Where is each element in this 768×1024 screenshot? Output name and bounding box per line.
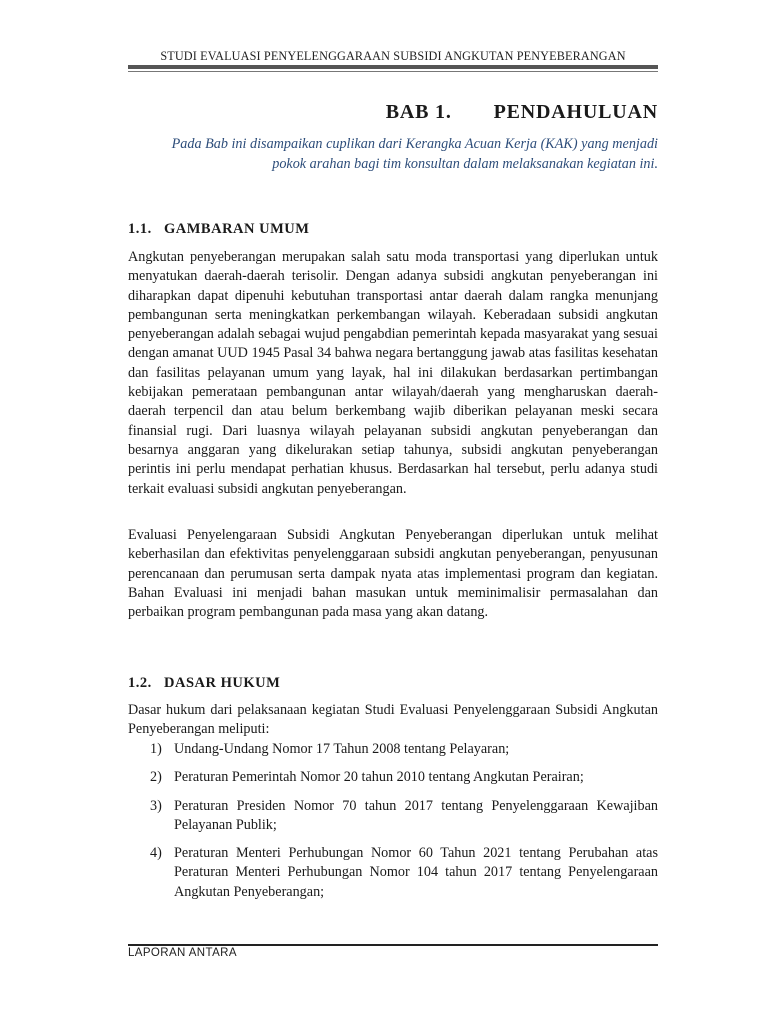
list-item-text: Peraturan Presiden Nomor 70 tahun 2017 tentang Penyelenggaraan Kewajiban Pelayanan Publik; [174,797,658,833]
list-item-text: Peraturan Menteri Perhubungan Nomor 60 Tahun 2021 tentang Perubahan atas Peraturan Menteri Perhubungan Nomor 104 tahun 2017 tentang Penyelengaraan Angkutan Penyeberangan; [174,845,658,900]
footer-rule [128,944,658,946]
header-rule-thick [128,65,658,69]
section-number: 1.1. [128,221,152,237]
legal-basis-list [128,740,658,911]
section-title: GAMBARAN UMUM [164,221,310,237]
paragraph-gambaran-umum-2: Evaluasi Penyelengaraan Subsidi Angkutan Penyeberangan diperlukan untuk melihat keberhasilan dan efektivitas penyelenggaraan subsidi angkutan penyeberangan, penyusunan perencanaan dan perumusan serta dampak nyata atas implementasi program dan kegiatan. Bahan Evaluasi ini menjadi bahan masukan untuk meminimalisir permasalahan dan perbaikan program pembangunan pada masa yang akan datang. [128,527,658,621]
section-heading-dasar-hukum [128,675,280,692]
section-title: DASAR HUKUM [164,675,281,691]
list-index: 3) [150,797,162,814]
list-item-text: Undang-Undang Nomor 17 Tahun 2008 tentang Pelayaran; [174,741,510,757]
list-item-text: Peraturan Pemerintah Nomor 20 tahun 2010 tentang Angkutan Perairan; [174,769,584,786]
footer-label: LAPORAN ANTARA [128,947,237,959]
header-rule-thin [128,71,658,72]
paragraph-dasar-hukum-intro: Dasar hukum dari pelaksanaan kegiatan Studi Evaluasi Penyelenggaraan Subsidi Angkutan Penyeberangan meliputi: [128,702,658,738]
chapter-number: BAB 1. [385,101,452,123]
list-item [128,740,658,759]
list-item [128,797,658,836]
section-heading-gambaran-umum [128,221,309,238]
chapter-intro: Pada Bab ini disampaikan cuplikan dari Kerangka Acuan Kerja (KAK) yang menjadi pokok arahan bagi tim konsultan dalam melaksanakan kegiatan ini. [171,136,658,172]
list-item [128,768,658,787]
list-index: 4) [150,845,162,862]
list-index: 1) [150,741,162,757]
chapter-title: PENDAHULUAN [493,101,658,123]
section-number: 1.2. [128,675,152,691]
running-header: STUDI EVALUASI PENYELENGGARAAN SUBSIDI ANGKUTAN PENYEBERANGAN [160,49,626,63]
list-item [128,844,658,902]
list-index: 2) [150,769,162,786]
chapter-heading [386,101,658,124]
paragraph-gambaran-umum-1: Angkutan penyeberangan merupakan salah satu moda transportasi yang diperlukan untuk menyatukan daerah-daerah terisolir. Dengan adanya subsidi angkutan penyeberangan ini diharapkan dapat dipenuhi kebutuhan transportasi antar daerah dalam rangka menunjang pembangunan serta meningkatkan perkembangan wilayah. Keberadaan subsidi angkutan penyeberangan adalah sebagai wujud pengabdian pemerintah kepada masyarakat yang sesuai dengan amanat UUD 1945 Pasal 34 bahwa negara bertanggung jawab atas fasilitas kesehatan dan fasilitas pelayanan umum yang layak, hal ini dilakukan berdasarkan pertimbangan kebijakan pemerataan pembangunan antar wilayah/daerah yang mengharuskan daerah-daerah terpencil dan atau belum berkembang wajib diberikan pelayanan meski secara finansial rugi. Dari luasnya wilayah pelayanan subsidi angkutan penyeberangan dan besarnya anggaran yang dikelurakan setiap tahunya, subsidi angkutan penyeberangan perintis ini perlu mendapat perhatian khusus. Berdasarkan hal tersebut, perlu adanya studi terkait evaluasi subsidi angkutan penyeberangan. [128,249,658,497]
